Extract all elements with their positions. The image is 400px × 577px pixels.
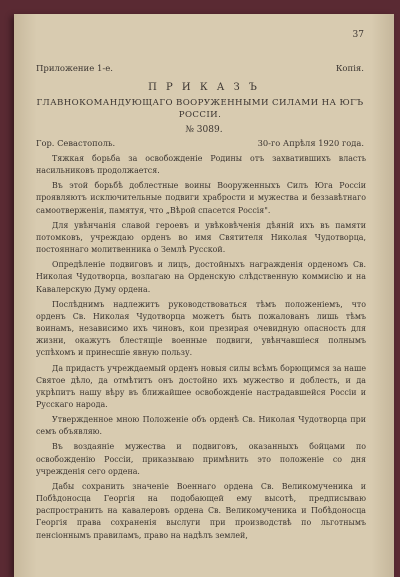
page-number: 37: [352, 30, 364, 40]
document-page: [14, 14, 394, 577]
paragraph: Дабы сохранить значеніе Военнаго ордена Св. Великомученика и Побѣдоносца Георгія на подобающей ему высотѣ, предписываю распространить на кавалеровъ ордена Св. Великомученика и Побѣдоносца Георгія права сохраненія выслуги при производствѣ по льготнымъ пенсіоннымъ правиламъ, право на надѣлъ землей,: [36, 481, 366, 540]
paragraph: Тяжкая борьба за освобожденіе Родины отъ захватившихъ власть насильниковъ продолжается.: [36, 154, 366, 176]
order-number: № 3089.: [185, 125, 223, 135]
paragraph: Для увѣнчанія славой героевъ и увѣковѣченія дѣяній ихъ въ памяти потомковъ, учреждаю орденъ во имя Святителя Николая Чудотворца, постояннаго молитвенника о Землѣ Русской.: [36, 220, 366, 255]
city-label: Гор. Севастополь.: [36, 138, 116, 148]
order-title: П Р И К А З Ъ: [148, 82, 260, 93]
order-body: [36, 153, 366, 545]
copy-label: Копія.: [335, 64, 364, 74]
paragraph: Опредѣленіе подвиговъ и лицъ, достойныхъ награжденія орденомъ Св. Николая Чудотворца, возлагаю на Орденскую слѣдственную коммисію и на Кавалерскую Думу ордена.: [36, 260, 366, 294]
paragraph: Утвержденное мною Положеніе объ орденѣ Св. Николая Чудотворца при семъ объявляю.: [36, 415, 366, 437]
date-label: 30-го Апрѣля 1920 года.: [257, 138, 364, 148]
paragraph: Въ этой борьбѣ доблестные воины Вооруженныхъ Силъ Юга Россіи проявляютъ исключительные подвиги храбрости и мужества и беззавѣтнаго самоотверженія, памятуя, что „Вѣрой спасется Россія".: [36, 181, 366, 215]
paragraph: Въ воздаяніе мужества и подвиговъ, оказанныхъ бойцами по освобожденію Россіи, приказываю примѣнить это положеніе со дня учрежденія сего ордена.: [36, 442, 366, 476]
paragraph: Послѣднимъ надлежитъ руководствоваться тѣмъ положеніемъ, что орденъ Св. Николая Чудотворца можетъ быть пожалованъ лишь тѣмъ воинамъ, независимо ихъ чиновъ, кои презирая очевидную опасность для жизни, окажутъ блестящіе военные подвиги, увѣнчавшіеся полнымъ успѣхомъ и принесшіе явную пользу.: [36, 299, 366, 358]
appendix-label: Приложение 1-е.: [36, 64, 113, 74]
commander-title: ГЛАВНОКОМАНДУЮЩАГО ВООРУЖЕННЫМИ СИЛАМИ НА ЮГЪ РОССІИ.: [36, 98, 364, 120]
paragraph: Да придастъ учреждаемый орденъ новыя силы всѣмъ борющимся за наше Святое дѣло, да отмѣтитъ онъ достойно ихъ мужество и доблесть, и да укрѣпитъ нашу вѣру въ ближайшее освобожденіе настрадавшейся Россіи и Русскаго народа.: [36, 363, 366, 409]
